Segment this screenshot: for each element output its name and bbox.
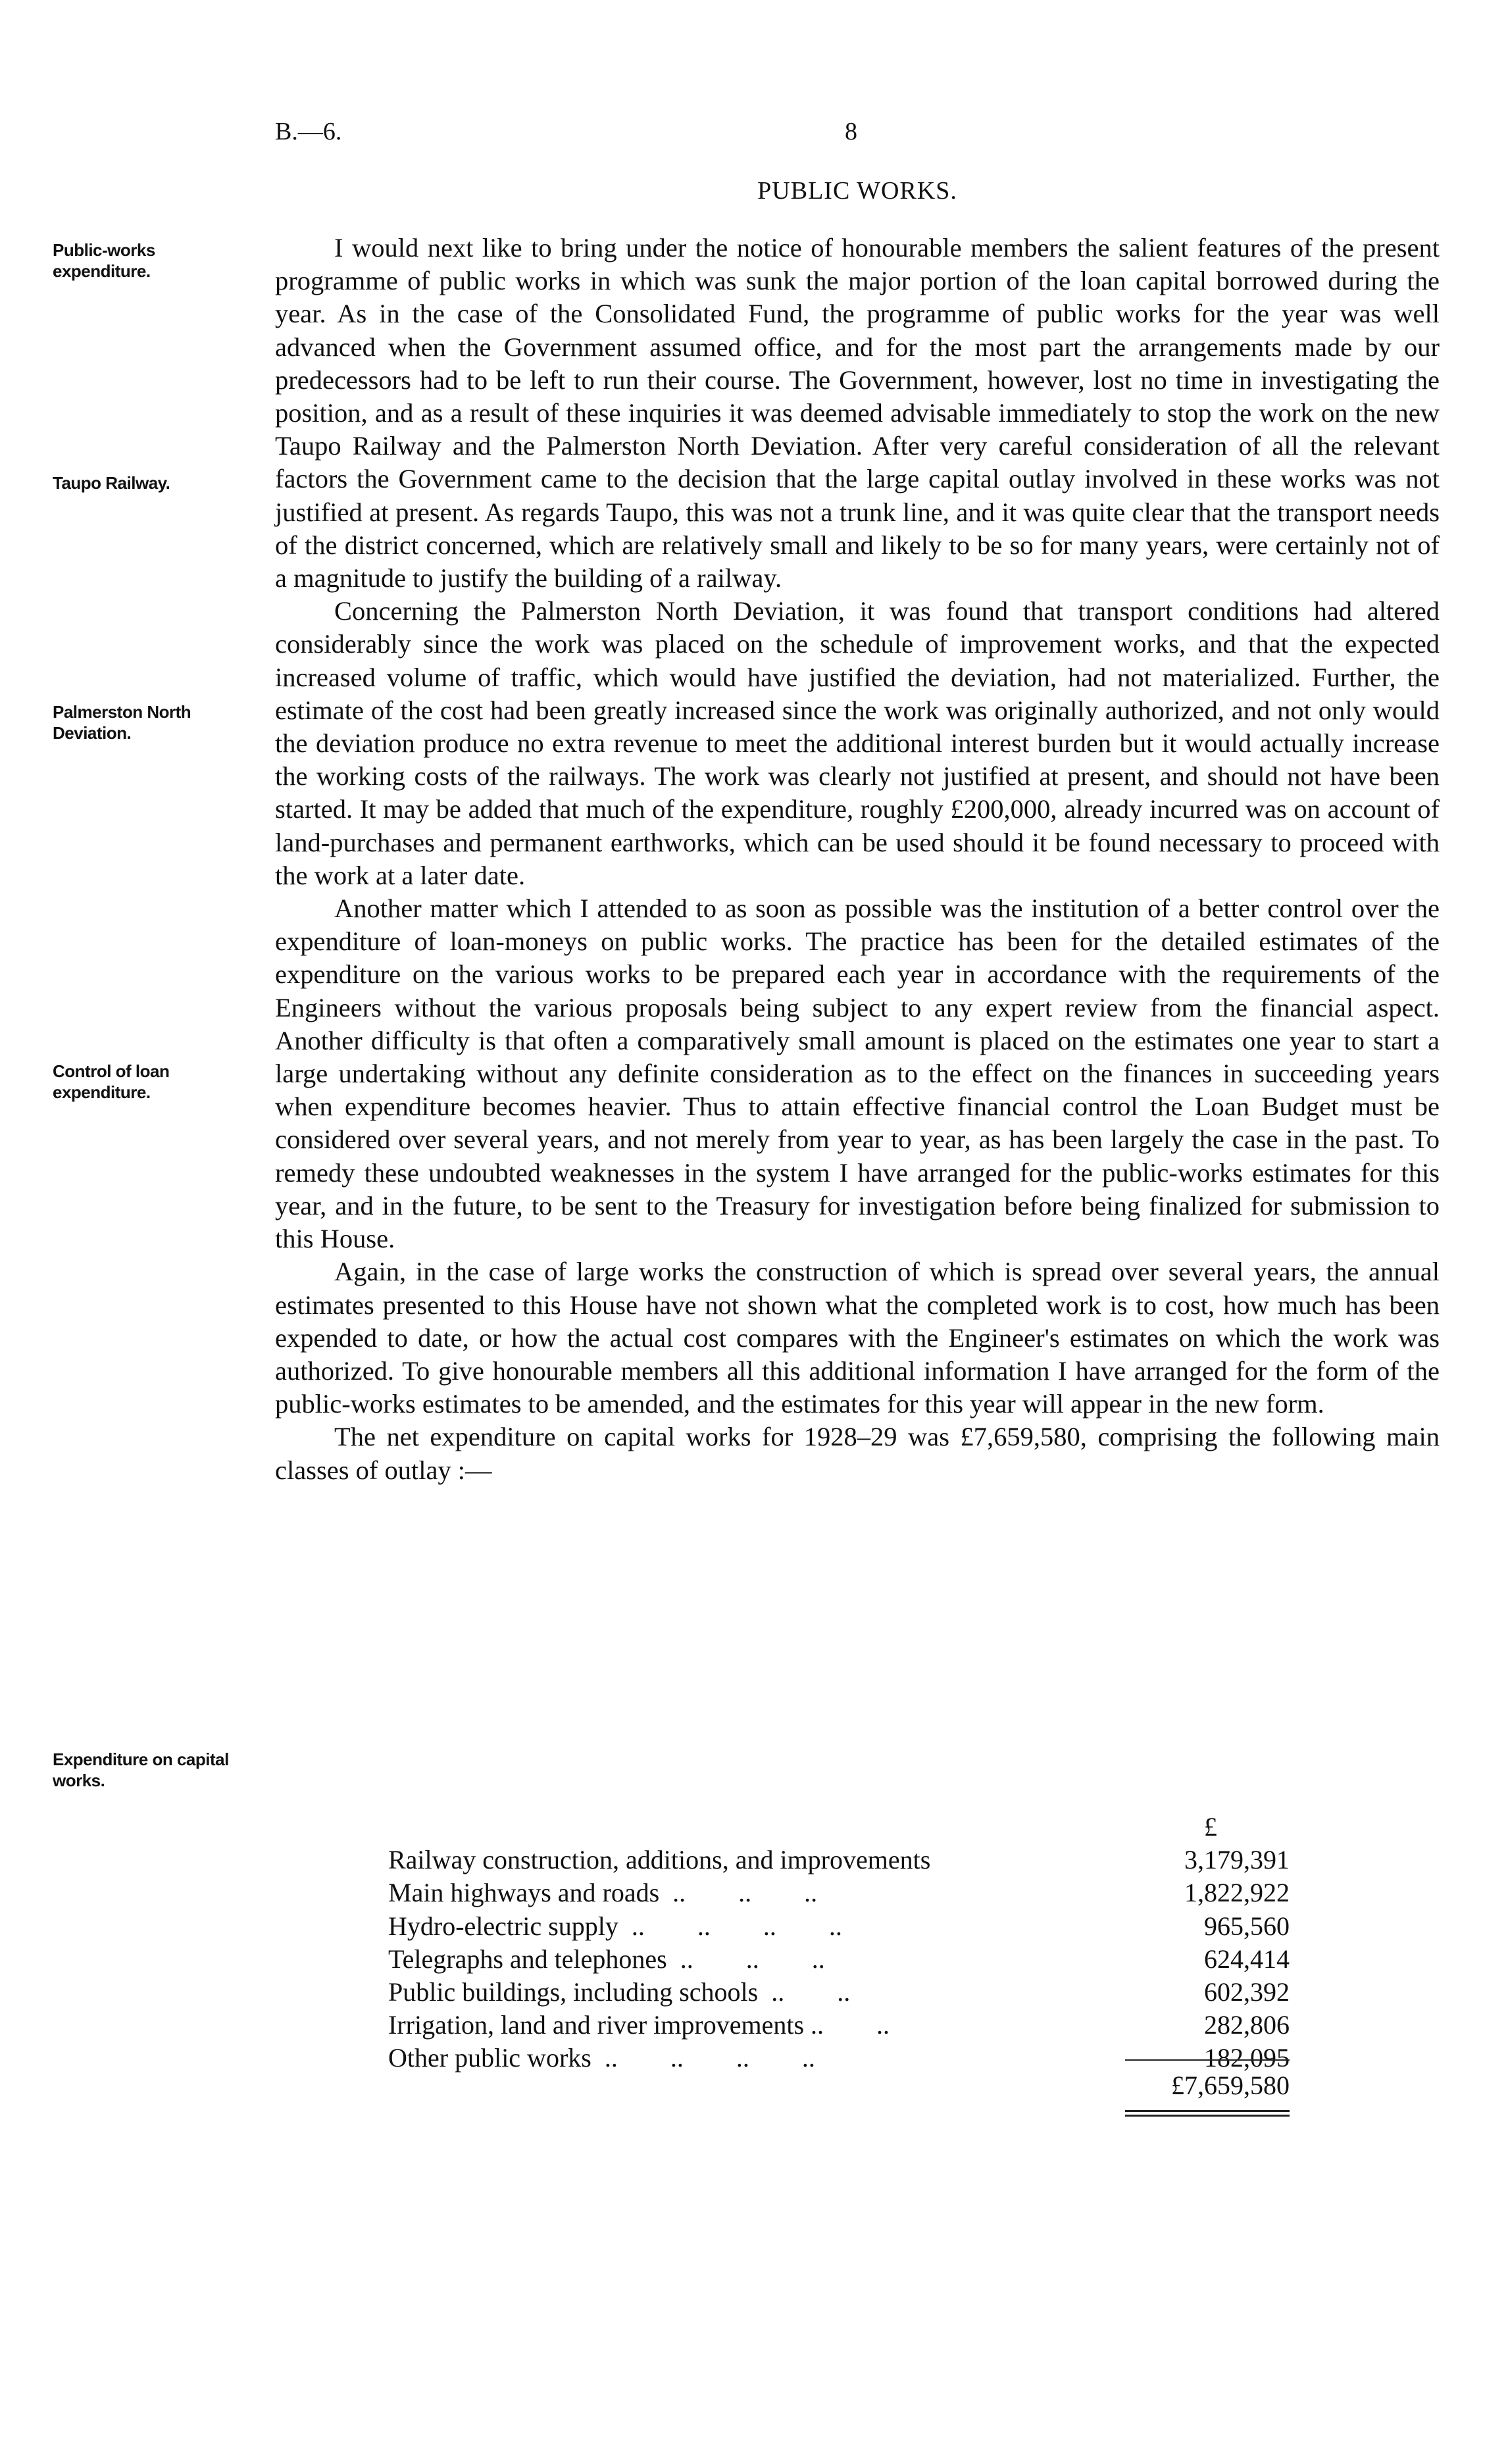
- row-label: Irrigation, land and river improvements: [388, 2010, 805, 2040]
- page-header: [275, 117, 1440, 157]
- body-text: [275, 232, 1440, 1487]
- row-value: 182,095: [1204, 2043, 1290, 2073]
- page-number: 8: [845, 118, 857, 145]
- double-underline: [1125, 2110, 1290, 2117]
- dot-leader: .. ..: [804, 2010, 890, 2040]
- row-label: Hydro-electric supply: [388, 1911, 618, 1941]
- table-row: [388, 1976, 1290, 2009]
- margin-note-public-works-expenditure: Public-works expenditure.: [53, 240, 155, 281]
- row-label: Railway construction, additions, and improvements: [388, 1845, 931, 1875]
- row-value: 965,560: [1204, 1911, 1290, 1941]
- row-value: 282,806: [1204, 2010, 1290, 2040]
- outlay-table: [388, 1811, 1290, 2075]
- table-row: [388, 1844, 1290, 1876]
- row-label: Other public works: [388, 2043, 591, 2073]
- total-rule: [1125, 2059, 1290, 2061]
- paragraph-public-works: I would next like to bring under the notice of honourable members the salient features of the present programme of public works in which was sunk the major portion of the loan capital borrowed during the year. As in the case of the Consolidated Fund, the programme of public works for the year was well advanced when the Government assumed office, and for the most part the arrangements made by our predecessors had to be left to run their course. The Government, however, lost no time in investigating the position, and as a result of these inquiries it was deemed advisable immediately to stop the work on the new Taupo Railway and the Palmerston North Deviation. After very careful consideration of all the relevant factors the Government came to the decision that the large capital outlay involved in these works was not justified at present. As regards Taupo, this was not a trunk line, and it was quite clear that the transport needs of the district concerned, which are relatively small and likely to be so for many years, were certainly not of a magnitude to justify the building of a railway.: [275, 233, 1440, 593]
- dot-leader: .. ..: [758, 1977, 851, 2007]
- row-label: Main highways and roads: [388, 1878, 660, 1908]
- row-label: Public buildings, including schools: [388, 1977, 759, 2007]
- total-value: £7,659,580: [1171, 2071, 1290, 2100]
- paragraph-net-expenditure: The net expenditure on capital works for 1928–29 was £7,659,580, comprising the following main classes of outlay :—: [275, 1422, 1440, 1485]
- section-title: PUBLIC WORKS.: [757, 177, 957, 205]
- paragraph-palmerston-north: Concerning the Palmerston North Deviation, it was found that transport conditions had altered considerably since the work was placed on the schedule of improvement works, and that the expected increased volume of traffic, which would have justified the deviation, had not materialized. Further, the estimate of the cost had been greatly increased since the work was originally authorized, and not only would the deviation produce no extra revenue to meet the additional interest burden but it would actually increase the working costs of the railways. The work was clearly not justified at present, and should not have been started. It may be added that much of the expenditure, roughly £200,000, already incurred was on account of land-purchases and permanent earthworks, which can be used should it be found necessary to proceed with the work at a later date.: [275, 596, 1440, 890]
- row-value: 624,414: [1204, 1944, 1290, 1974]
- dot-leader: .. .. .. ..: [618, 1911, 842, 1941]
- margin-note-control-of-loan-expenditure: Control of loan expenditure.: [53, 1061, 170, 1102]
- paragraph-large-works: Again, in the case of large works the construction of which is spread over several years, the annual estimates presented to this House have not shown what the completed work is to cost, how much has been expended to date, or how the actual cost compares with the Engineer's estimates on which the work was authorized. To give honourable members all this additional information I have arranged for the form of the public-works estimates to be amended, and the estimates for this year will appear in the new form.: [275, 1257, 1440, 1419]
- row-label: Telegraphs and telephones: [388, 1944, 667, 1974]
- table-total: [1125, 2059, 1290, 2117]
- table-row: [388, 1943, 1290, 1976]
- margin-note-palmerston-north-deviation: Palmerston North Deviation.: [53, 702, 191, 743]
- paragraph-loan-control: Another matter which I attended to as soon as possible was the institution of a better control over the expenditure of loan-moneys on public works. The practice has been for the detailed estimates of the expenditure on the various works to be prepared each year in accordance with the requirements of the Engineers without the various proposals being subject to any expert review from the financial aspect. Another difficulty is that often a comparatively small amount is placed on the estimates one year to start a large undertaking without any definite consideration as to the effect on the finances in succeeding years when expenditure becomes heavier. Thus to attain effective financial control the Loan Budget must be considered over several years, and not merely from year to year, as has been largely the case in the past. To remedy these undoubted weaknesses in the system I have arranged for the public-works estimates for this year, and in the future, to be sent to the Treasury for investigation before being finalized for submission to this House.: [275, 893, 1440, 1254]
- table-row: [388, 2009, 1290, 2042]
- dot-leader: .. .. ..: [666, 1944, 825, 1974]
- dot-leader: .. .. ..: [659, 1878, 818, 1908]
- row-value: 602,392: [1204, 1977, 1290, 2007]
- currency-header: £: [1204, 1812, 1217, 1842]
- margin-note-taupo-railway: Taupo Railway.: [53, 473, 170, 493]
- table-row: [388, 1910, 1290, 1943]
- margin-note-expenditure-on-capital-works: Expenditure on capital works.: [53, 1749, 229, 1790]
- dot-leader: .. .. .. ..: [591, 2043, 815, 2073]
- row-value: 1,822,922: [1184, 1878, 1290, 1908]
- table-row: [388, 1876, 1290, 1909]
- document-reference: B.—6.: [275, 118, 342, 145]
- row-value: 3,179,391: [1184, 1845, 1290, 1875]
